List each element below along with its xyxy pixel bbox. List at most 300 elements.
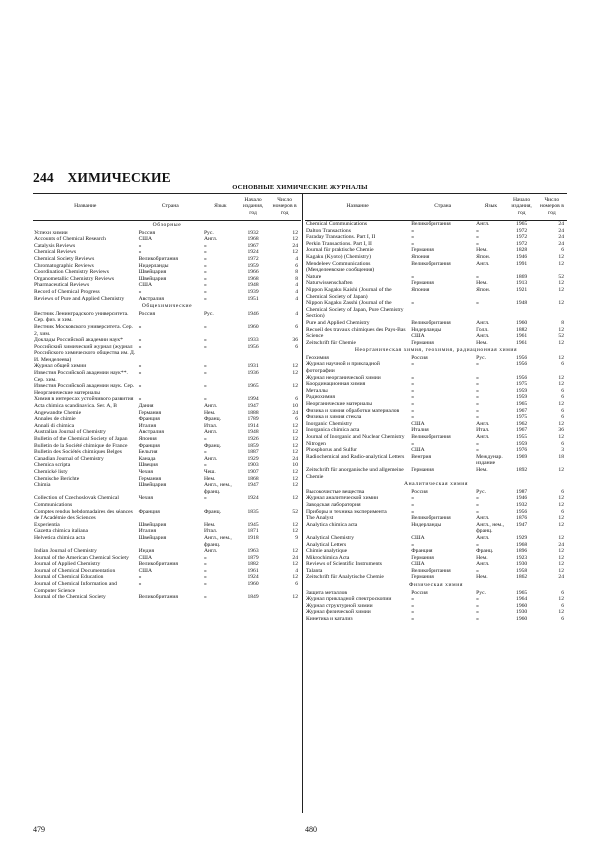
country-cell: Германия [411, 466, 434, 473]
country-cell: Австралия [138, 295, 164, 302]
issues-cell: 12 [558, 260, 564, 267]
year-cell: 1862 [516, 574, 528, 581]
country-cell: » [411, 414, 415, 421]
section-heading-row [305, 346, 567, 355]
language-cell: Англ. [476, 534, 490, 541]
issues-cell: 10 [292, 403, 298, 410]
table-row [33, 230, 301, 237]
country-cell: Германия [411, 574, 434, 581]
language-cell: Англ. [476, 319, 490, 326]
journal-name: Radiochemical and Radio-analytical Letters [306, 453, 405, 460]
issues-cell: 12 [292, 442, 298, 449]
language-cell: » [476, 387, 479, 394]
language-cell: » [476, 495, 479, 502]
year-cell: 1930 [516, 609, 528, 616]
journal-name: Mendeleev Communications (Менделеевские сообщения) [306, 260, 375, 274]
year-cell: 1960 [247, 323, 259, 330]
language-cell: » [476, 508, 479, 515]
country-cell: Нидерланды [138, 262, 169, 269]
journal-name: Journal of Chemical Information and Computer Science [34, 581, 117, 594]
year-cell: 1888 [247, 409, 259, 416]
issues-cell: 12 [558, 354, 564, 361]
issues-cell: 6 [561, 387, 564, 394]
year-cell: 1958 [516, 567, 528, 574]
issues-cell: 12 [558, 280, 564, 287]
country-cell: Франция [138, 442, 160, 449]
header-language: Язык [214, 203, 227, 210]
journal-name: Accounts of Chemical Research [34, 236, 106, 243]
issues-cell: 6 [561, 394, 564, 401]
language-cell: Англ. [476, 260, 490, 267]
country-cell: Япония [411, 286, 430, 293]
journal-name: Acta chimica scandinavica. Ser. A, B [34, 403, 117, 410]
table-row [305, 254, 567, 261]
issues-cell: 12 [558, 521, 564, 528]
issues-cell: 12 [292, 482, 298, 489]
language-cell: » [476, 541, 479, 548]
country-cell: » [411, 374, 415, 381]
table-row [305, 603, 567, 610]
country-cell: Великобритания [411, 434, 451, 440]
country-cell: Швейцария [138, 275, 167, 282]
header-country: Страна [161, 203, 179, 210]
issues-cell: 12 [558, 596, 564, 603]
language-cell: Англ. [476, 221, 490, 227]
journal-name: Kagaku (Kyoto) (Chemistry) [306, 253, 371, 260]
issues-cell: 10 [292, 462, 298, 469]
table-row [33, 594, 301, 601]
table-row [305, 616, 567, 623]
journal-name: The Analyst [306, 515, 334, 522]
language-cell: » [476, 567, 479, 574]
country-cell: Россия [411, 488, 428, 495]
language-cell: Англ. [203, 403, 218, 410]
table-row [305, 522, 567, 535]
table-row [33, 311, 301, 324]
table-row [33, 509, 301, 522]
journal-name: Journal für praktische Chemie [306, 247, 374, 254]
country-cell: Нидерланды [411, 521, 442, 528]
journal-name: Координационная химия [306, 381, 366, 388]
table-row [305, 361, 567, 374]
issues-cell: 6 [561, 414, 564, 421]
year-cell: 1956 [247, 343, 259, 350]
table-row [33, 476, 301, 483]
country-cell: США [411, 561, 425, 568]
year-cell: 1965 [247, 383, 259, 390]
left-column [33, 193, 301, 601]
section-heading: Физическая химия [408, 582, 464, 589]
country-cell: Германия [411, 247, 434, 254]
year-cell: 1907 [247, 468, 259, 475]
country-cell: » [138, 396, 142, 403]
year-cell: 1887 [247, 449, 259, 456]
language-cell: Англ. [203, 548, 218, 555]
journal-name: Металлы [306, 387, 328, 394]
table-row [305, 274, 567, 281]
country-cell: Швеция [138, 462, 158, 469]
year-cell: 1924 [247, 574, 259, 581]
journal-name: Faraday Transactions. Part I, II [306, 234, 376, 241]
issues-cell: 4 [295, 567, 298, 574]
language-cell: » [476, 501, 479, 508]
journal-name: Защита металлов [306, 589, 348, 596]
year-cell: 1876 [516, 515, 528, 522]
language-cell: » [476, 240, 479, 247]
issues-cell: 6 [295, 323, 298, 330]
language-cell: Чеш. [203, 468, 216, 475]
journal-name: Journal of the American Chemical Society [34, 554, 129, 561]
table-row [305, 509, 567, 516]
issues-cell: 6 [561, 488, 564, 495]
issues-cell: 12 [558, 381, 564, 388]
issues-cell: 18 [558, 453, 564, 460]
country-cell: Великобритания [411, 567, 451, 574]
table-row [33, 344, 301, 364]
table-row [33, 456, 301, 463]
journal-name: Angewandte Chemie [34, 409, 82, 416]
table-row [33, 574, 301, 581]
header-issues-per-year: Число номеров в год [272, 196, 297, 216]
table-row [305, 535, 567, 542]
journal-name: Journal of Chemical Education [34, 574, 104, 581]
issues-cell: 24 [292, 554, 298, 561]
journal-name: Nippon Kagaku Kaishi (Journal of the Chemical Society of Japan) [306, 286, 392, 300]
year-cell: 1871 [247, 528, 259, 535]
issues-cell: 9 [295, 534, 298, 541]
issues-cell: 4 [295, 255, 298, 262]
language-cell: » [203, 594, 207, 601]
year-cell: 1924 [247, 495, 259, 502]
country-cell: США [138, 567, 152, 574]
folio-left: 479 [33, 825, 45, 834]
language-cell: Нем. [203, 521, 216, 528]
country-cell: Россия [138, 310, 156, 317]
country-cell: » [138, 383, 142, 390]
section-heading: Обзорные [152, 222, 182, 228]
journal-name: Catalysis Reviews [34, 242, 76, 249]
section-heading-row [305, 581, 567, 590]
language-cell: Англ. [203, 455, 218, 462]
country-cell: Великобритания [411, 319, 451, 326]
year-cell: 1961 [247, 567, 259, 574]
country-cell: » [411, 508, 415, 515]
country-cell: Великобритания [411, 221, 451, 227]
year-cell: 1903 [247, 462, 259, 469]
issues-cell: 4 [295, 282, 298, 289]
year-cell: 1960 [247, 581, 259, 588]
language-cell: » [476, 361, 479, 368]
table-row [33, 495, 301, 508]
issues-cell: 12 [558, 300, 564, 307]
journal-name: Успехи химии [34, 229, 68, 236]
issues-cell: 12 [558, 609, 564, 616]
language-cell: » [203, 554, 207, 561]
header-country: Страна [434, 203, 452, 210]
issues-cell: 24 [558, 221, 564, 227]
country-cell: » [138, 343, 142, 350]
journal-name: Chromatographic Reviews [34, 262, 94, 269]
table-row [305, 375, 567, 382]
journal-name: Неорганические материалы [306, 401, 373, 408]
year-cell: 1936 [247, 370, 259, 377]
issues-cell: 12 [558, 286, 564, 293]
journal-name: Радиохимия [306, 394, 335, 401]
year-cell: 1946 [516, 253, 528, 260]
issues-cell: 24 [558, 227, 564, 234]
country-cell: » [411, 234, 415, 241]
country-cell: Италия [411, 427, 429, 434]
journal-name: Физика и химия обработки материалов [306, 407, 400, 414]
language-cell: Франц. [476, 548, 494, 555]
language-cell: Голл. [476, 326, 489, 333]
year-cell: 1931 [247, 363, 259, 370]
table-header-left [33, 193, 301, 221]
language-cell: » [203, 242, 207, 249]
header-start-year: Начало издания, год [242, 196, 264, 216]
issues-cell: 24 [558, 240, 564, 247]
country-cell: » [138, 363, 142, 370]
journal-name: Chemical Society Reviews [34, 255, 95, 262]
section-heading: Общехимические [141, 303, 193, 310]
language-cell: » [203, 363, 207, 370]
issues-cell: 52 [292, 508, 298, 515]
table-row [305, 261, 567, 274]
year-cell: 1921 [516, 286, 528, 293]
issues-cell: 12 [292, 574, 298, 581]
year-cell: 1965 [516, 401, 528, 408]
table-row [33, 289, 301, 296]
issues-cell: 4 [295, 310, 298, 317]
year-cell: 1913 [516, 280, 528, 287]
journal-name: Bulletin of the Chemical Society of Japan [34, 436, 128, 442]
year-cell: 1975 [516, 381, 528, 388]
issues-cell: 12 [292, 468, 298, 475]
table-row [305, 228, 567, 235]
language-cell: » [476, 440, 479, 447]
issues-cell: 6 [295, 343, 298, 350]
journal-name: Mikrochimica Acta [306, 554, 350, 561]
year-cell: 1947 [516, 521, 528, 528]
year-cell: 1859 [247, 442, 259, 449]
issues-cell: 12 [292, 495, 298, 502]
journal-name: Zeitschrift für Chemie [306, 339, 357, 346]
language-cell: Англ., нем., франц. [203, 482, 232, 495]
language-cell: » [476, 227, 479, 234]
issues-cell: 6 [561, 361, 564, 368]
language-cell: Англ. [476, 515, 490, 522]
country-cell: Великобритания [138, 594, 178, 601]
year-cell: 1882 [247, 561, 259, 568]
language-cell: » [203, 370, 207, 377]
year-cell: 1960 [516, 602, 528, 609]
journal-name: Experientia [34, 521, 60, 528]
section-heading: Аналитическая химия [403, 481, 469, 488]
country-cell: Бельгия [138, 449, 158, 456]
issues-cell: 36 [292, 337, 298, 344]
issues-cell: 4 [295, 288, 298, 295]
table-row [33, 276, 301, 283]
issues-cell: 12 [292, 548, 298, 555]
language-cell: » [476, 234, 479, 241]
table-row [33, 337, 301, 344]
journal-name: Record of Chemical Progress [34, 288, 100, 295]
journal-name: Журнал общей химии [34, 363, 87, 370]
language-cell: Франц. [203, 416, 222, 423]
year-cell: 1947 [247, 482, 259, 489]
table-row [33, 243, 301, 250]
journal-name: Organometallic Chemistry Reviews [34, 275, 115, 282]
header-name: Название [74, 203, 97, 210]
issues-cell: 12 [558, 339, 564, 346]
journal-name: Phosphorus and Sulfur [306, 447, 357, 454]
table-row [33, 296, 301, 303]
journal-name: Recueil des travaux chimiques des Pays-Bas [306, 326, 406, 333]
journal-name: Вестник Московского университета. Сер. 2, хим. [34, 323, 133, 337]
year-cell: 1964 [516, 596, 528, 603]
issues-cell: 12 [292, 229, 298, 236]
year-cell: 1932 [516, 501, 528, 508]
issues-cell: 12 [292, 370, 298, 377]
issues-cell: 8 [295, 269, 298, 276]
year-cell: 1987 [516, 488, 528, 495]
country-cell: » [138, 574, 142, 581]
country-cell: » [138, 323, 142, 330]
table-row [305, 447, 567, 454]
country-cell: » [411, 273, 415, 280]
country-cell: Германия [411, 339, 434, 346]
journal-name: Геохимия [306, 354, 329, 361]
year-cell: 1835 [247, 508, 259, 515]
country-cell: Россия [138, 229, 156, 236]
country-cell: » [411, 440, 415, 447]
year-cell: 1849 [247, 594, 259, 601]
year-cell: 1965 [516, 221, 528, 227]
country-cell: Чехия [138, 468, 153, 475]
folio-right: 480 [305, 825, 317, 834]
table-row [305, 394, 567, 401]
table-row [33, 443, 301, 450]
journal-name: Inorganica chimica acta [306, 427, 360, 434]
country-cell: Германия [411, 280, 434, 287]
journal-name: Indian Journal of Chemistry [34, 548, 97, 555]
language-cell: » [476, 609, 479, 616]
year-cell: 1965 [516, 589, 528, 596]
country-cell: » [411, 300, 415, 307]
section-heading-row [33, 221, 301, 230]
issues-cell: 36 [558, 427, 564, 434]
section-heading: Неорганическая химия, геохимия, радиационная химия [354, 347, 518, 354]
country-cell: Италия [138, 528, 157, 535]
journal-name: Annali di chimica [34, 422, 75, 429]
year-cell: 1946 [516, 495, 528, 502]
language-cell: » [203, 567, 207, 574]
header-issues-per-year: Число номеров в год [539, 196, 564, 216]
journal-name: Журнал научной и прикладной фотографии [306, 361, 380, 375]
section-heading-row [305, 480, 567, 489]
issues-cell: 6 [295, 581, 298, 588]
country-cell: Швейцария [138, 521, 167, 528]
journal-name: Gazetta chimica italiana [34, 528, 89, 535]
issues-cell: 24 [558, 574, 564, 581]
header-start-year: Начало издания, год [511, 196, 532, 216]
language-cell: » [476, 394, 479, 401]
language-cell: » [476, 407, 479, 414]
language-cell: » [476, 401, 479, 408]
language-cell: Англ. [476, 420, 490, 427]
table-row [33, 522, 301, 529]
language-cell: Итал. [203, 422, 218, 429]
journal-name: Chimia [34, 482, 51, 489]
language-cell: » [476, 273, 479, 280]
issues-cell: 6 [561, 407, 564, 414]
language-cell: Англ., нем., франц. [203, 534, 232, 548]
language-cell: » [203, 462, 207, 469]
table-row [305, 434, 567, 441]
issues-cell: 6 [561, 508, 564, 515]
language-cell: » [476, 447, 479, 454]
column-divider [302, 193, 303, 813]
table-title: ОСНОВНЫЕ ХИМИЧЕСКИЕ ЖУРНАЛЫ [232, 184, 368, 191]
journal-name: Chimie analytique [306, 548, 348, 555]
table-row [33, 269, 301, 276]
issues-cell: 12 [558, 534, 564, 541]
issues-cell: 12 [558, 253, 564, 260]
language-cell: Франц. [203, 442, 222, 449]
country-cell: » [411, 541, 415, 548]
journal-name: Pharmaceutical Reviews [34, 282, 90, 289]
year-cell: 1956 [516, 374, 528, 381]
table-row [305, 388, 567, 395]
country-cell: Великобритания [411, 515, 451, 522]
table-row [305, 574, 567, 581]
journal-name: Zeitschrift für Analytische Chemie [306, 574, 384, 581]
issues-cell: 12 [292, 594, 298, 601]
issues-cell: 6 [295, 416, 298, 423]
issues-cell: 24 [292, 455, 298, 462]
country-cell: Индия [138, 548, 155, 555]
journal-name: Журнал аналитической химии [306, 495, 379, 502]
country-cell: Канада [138, 455, 156, 462]
language-cell: Нем. [476, 280, 488, 287]
journal-name: Chemické listy [34, 468, 68, 475]
country-cell: » [411, 616, 415, 623]
table-row [33, 568, 301, 575]
table-row [305, 495, 567, 502]
journal-name: Pure and Applied Chemistry [306, 319, 370, 326]
table-row [33, 436, 301, 443]
language-cell: Япон. [476, 286, 491, 293]
year-cell: 1972 [516, 227, 528, 234]
table-row [305, 300, 567, 320]
year-cell: 1972 [516, 234, 528, 241]
year-cell: 1968 [247, 236, 259, 243]
language-cell: » [203, 383, 207, 390]
year-cell: 1967 [247, 242, 259, 249]
table-header-right [305, 193, 567, 221]
issues-cell: 12 [558, 420, 564, 427]
journal-name: Заводская лаборатория [306, 501, 361, 508]
issues-cell: 12 [292, 528, 298, 535]
country-cell: » [411, 501, 415, 508]
journal-name: Inorganic Chemistry [306, 420, 353, 427]
country-cell: » [411, 381, 415, 388]
language-cell: » [203, 343, 207, 350]
country-cell: » [138, 581, 142, 588]
issues-cell: 12 [558, 434, 564, 440]
year-cell: 1932 [247, 229, 259, 236]
year-cell: 1966 [247, 269, 259, 276]
